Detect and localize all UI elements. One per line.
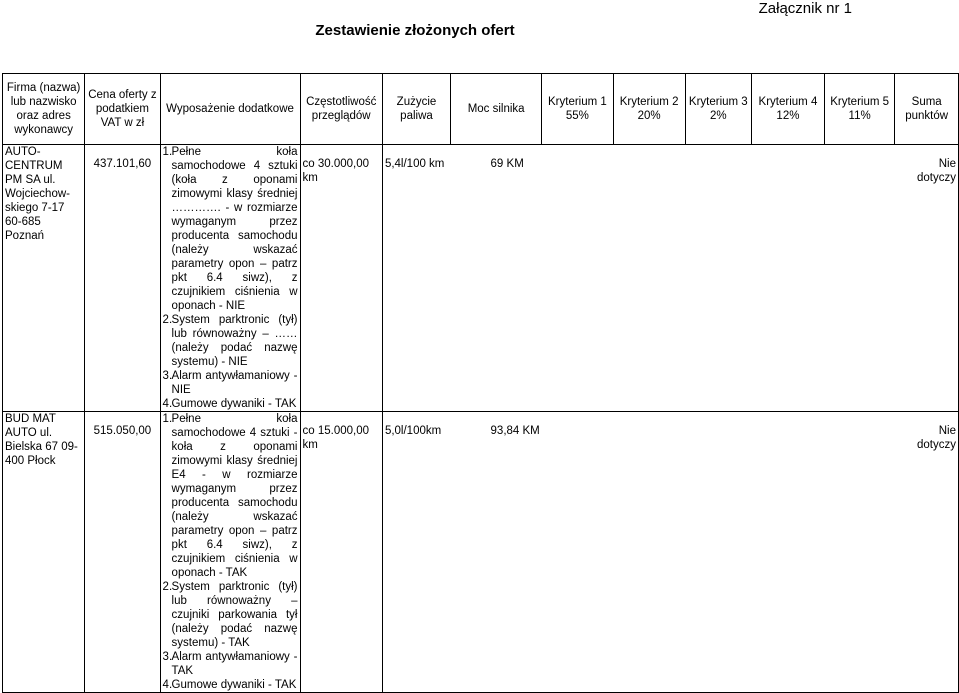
equipment-item-text: Gumowe dywaniki - TAK [171, 398, 297, 410]
equipment-item-number: 1. [162, 146, 173, 158]
equipment-item-text: Pełne koła samochodowe 4 sztuki - koła z oponami zimowymi klasy średniej E4 - w rozmiarze wymaganym przez producenta samochodu (należy wskazać parametry opon – patrz pkt 6.4 siwz), z czujnikiem ciśnienia w oponach - TAK [171, 413, 298, 579]
offers-table [2, 73, 959, 693]
equipment-item [163, 313, 298, 369]
equipment-item [163, 650, 298, 678]
offer-k2 [613, 145, 685, 412]
offer-k1 [542, 412, 613, 693]
offer-price: 515.050,00 [85, 412, 160, 693]
equipment-item-text: Alarm antywłamaniowy - TAK [171, 651, 298, 677]
offer-note: Nie dotyczy [895, 145, 959, 412]
equipment-item-number: 3. [162, 651, 173, 663]
header-firm: Firma (nazwa) lub nazwisko oraz adres wykonawcy [3, 74, 85, 145]
equipment-item-number: 1. [162, 413, 173, 425]
equipment-item-text: Alarm antywłamaniowy - NIE [171, 370, 298, 396]
header-price: Cena oferty z podatkiem VAT w zł [85, 74, 160, 145]
equipment-item-number: 2. [162, 581, 173, 593]
offer-note: Nie dotyczy [895, 412, 959, 693]
equipment-item-text: Gumowe dywaniki - TAK [171, 679, 297, 691]
offer-k4 [751, 412, 824, 693]
offer-equipment [160, 145, 300, 412]
equipment-item-text: System parktronic (tył) lub równoważny – …… (należy podać nazwę systemu) - NIE [171, 314, 298, 368]
header-row [3, 74, 959, 145]
equipment-item-number: 4. [162, 679, 173, 691]
equipment-item [163, 412, 298, 580]
equipment-item-number: 3. [162, 370, 173, 382]
offer-fuel: 5,0l/100km [382, 412, 450, 693]
header-service: Częstotliwość przeglądów [300, 74, 382, 145]
offer-k2 [613, 412, 685, 693]
offer-k5 [824, 145, 894, 412]
header-sum: Suma punktów [895, 74, 959, 145]
offer-k3 [685, 412, 751, 693]
header-k1: Kryterium 1 55% [542, 74, 613, 145]
equipment-item [163, 678, 298, 692]
equipment-item-text: System parktronic (tył) lub równoważny – czujniki parkowania tył (należy podać nazwę systemu) - TAK [171, 581, 298, 649]
equipment-item-number: 2. [162, 314, 173, 326]
offer-power: 93,84 KM [451, 412, 542, 693]
equipment-item-text: Pełne koła samochodowe 4 sztuki (koła z oponami zimowymi klasy średniej …………. - w rozmiarze wymaganym przez producenta samochodu (należy wskazać parametry opon – patrz pkt 6.4 siwz), z czujnikiem ciśnienia w oponach - NIE [171, 146, 298, 312]
offer-equipment [160, 412, 300, 693]
offer-k3 [685, 145, 751, 412]
offer-k5 [824, 412, 894, 693]
table-row [3, 412, 959, 693]
header-k5: Kryterium 5 11% [824, 74, 894, 145]
document-title: Zestawienie złożonych ofert [315, 22, 515, 39]
offer-service: co 15.000,00 km [300, 412, 382, 693]
equipment-item [163, 397, 298, 411]
header-k2: Kryterium 2 20% [613, 74, 685, 145]
header-power: Moc silnika [451, 74, 542, 145]
header-k4: Kryterium 4 12% [751, 74, 824, 145]
offer-k4 [751, 145, 824, 412]
equipment-item [163, 369, 298, 397]
header-fuel: Zużycie paliwa [382, 74, 450, 145]
annex-label: Załącznik nr 1 [758, 0, 852, 17]
header-k3: Kryterium 3 2% [685, 74, 751, 145]
header-equipment: Wyposażenie dodatkowe [160, 74, 300, 145]
table-row [3, 145, 959, 412]
offer-firm: AUTO-CENTRUM PM SA ul. Wojciechow-skiego 7-17 60-685 Poznań [3, 145, 85, 412]
equipment-item [163, 580, 298, 650]
offer-firm: BUD MAT AUTO ul. Bielska 67 09-400 Płock [3, 412, 85, 693]
offer-power: 69 KM [451, 145, 542, 412]
offer-price: 437.101,60 [85, 145, 160, 412]
equipment-item-number: 4. [162, 398, 173, 410]
offer-fuel: 5,4l/100 km [382, 145, 450, 412]
offer-service: co 30.000,00 km [300, 145, 382, 412]
offer-k1 [542, 145, 613, 412]
equipment-item [163, 145, 298, 313]
